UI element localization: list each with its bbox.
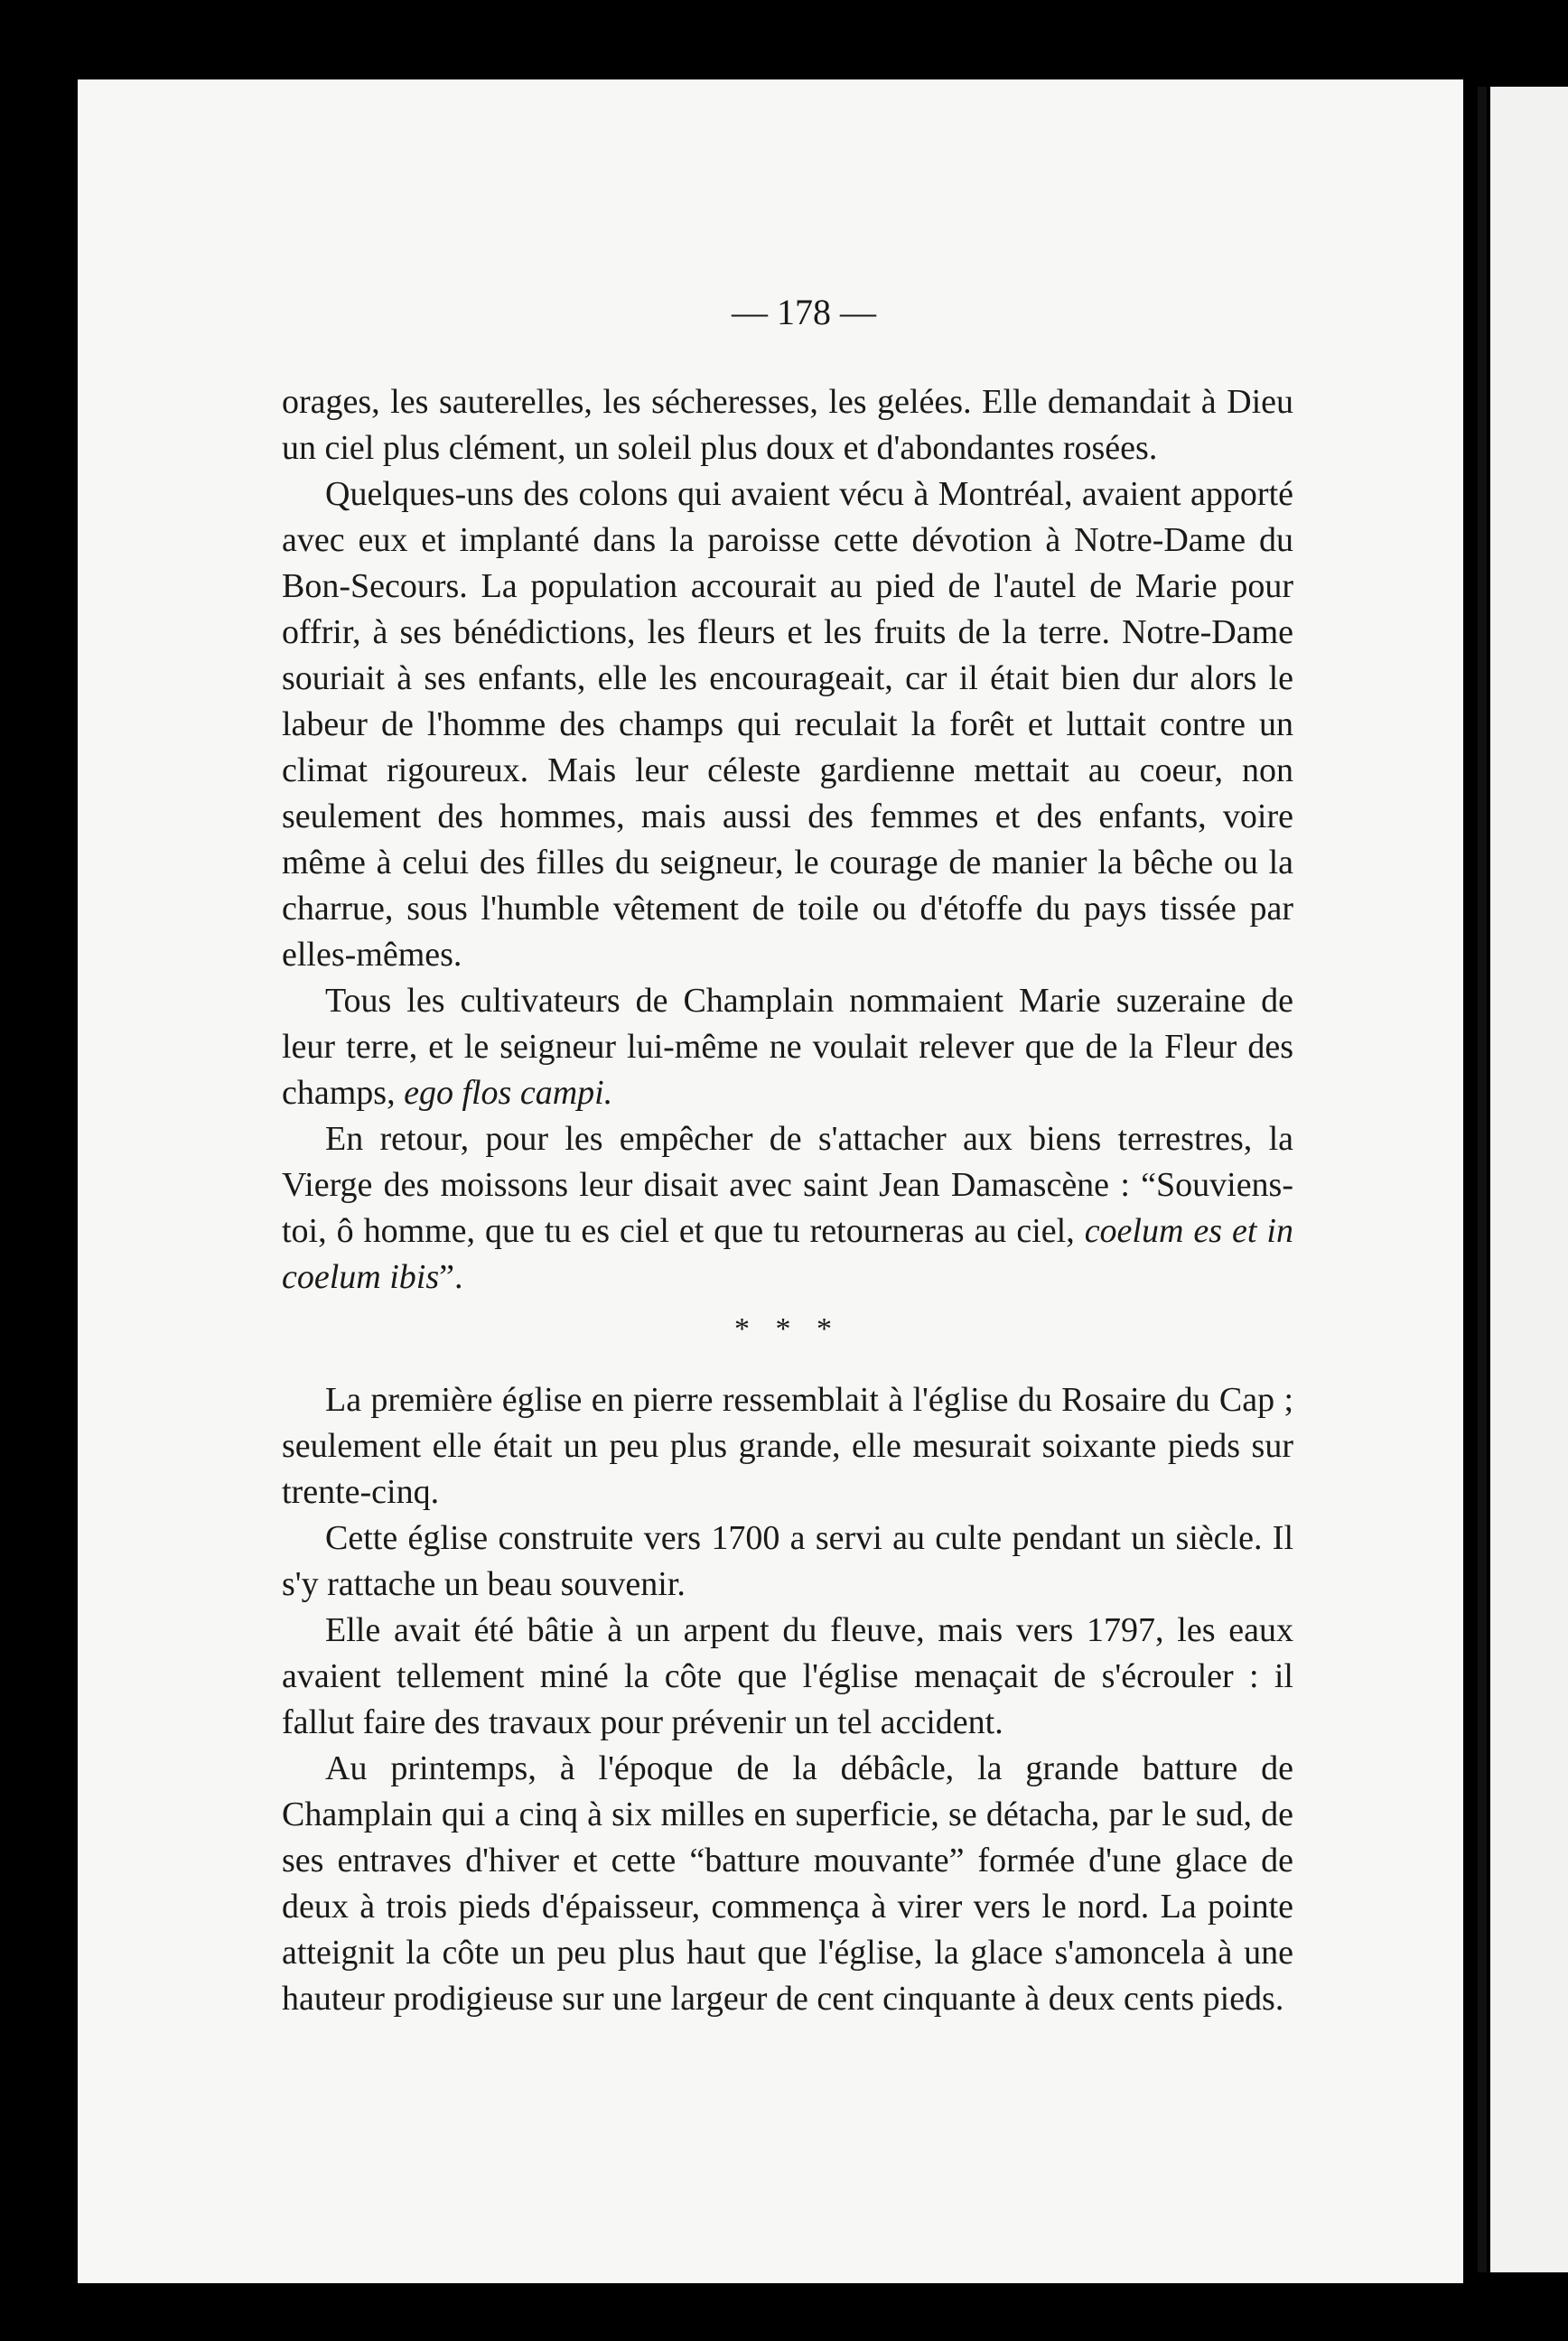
paragraph-7: Elle avait été bâtie à un arpent du fleuve, mais vers 1797, les eaux avaient tellement miné la côte que l'église menaçait de s'écrouler : il fallut faire des travaux pour prévenir un tel accident. [282, 1611, 1293, 1741]
paragraph-3 [282, 978, 1293, 1116]
paragraph-2-text: Quelques-uns des colons qui avaient vécu à Montréal, avaient apporté avec eux et implanté dans la paroisse cette dévotion à Notre-Dame du Bon-Secours. La population accourait au pied de l'autel de Marie pour offrir, à ses bénédictions, les fleurs et les fruits de la terre. Notre-Dame souriait à ses enfants, elle les encourageait, car il était bien dur alors le labeur de l'homme des champs qui reculait la forêt et luttait contre un climat rigoureux. Mais leur céleste gardienne mettait au coeur, non seulement des hommes, mais aussi des femmes et des enfants, voire même à celui des filles du seigneur, le courage de manier la bêche ou la charrue, sous l'humble vêtement de toile ou d'étoffe du pays tissée par elles-mêmes. [282, 475, 1293, 974]
paragraph-8: Au printemps, à l'époque de la débâcle, la grande batture de Champlain qui a cinq à six milles en superficie, se détacha, par le sud, de ses entraves d'hiver et cette “batture mouvante” formée d'une glace de deux à trois pieds d'épaisseur, commença à virer vers le nord. La pointe atteignit la côte un peu plus haut que l'église, la glace s'amoncela à une hauteur prodigieuse sur une largeur de cent cinquante à deux cents pieds. [282, 1749, 1293, 2018]
paragraph-3-latin-quote: ego flos campi. [404, 1074, 613, 1112]
paragraph-4-latin-quote: coelum es et in coelum ibis [282, 1212, 1293, 1296]
paragraph-3-text: Tous les cultivateurs de Champlain nommaient Marie suzeraine de leur terre, et le seigneur lui-même ne voulait relever que de la Fleur des champs, [282, 982, 1293, 1112]
paragraph-4-closing: ”. [439, 1258, 463, 1296]
body-text [282, 379, 1293, 2022]
page-number: — 178 — [732, 292, 876, 332]
adjacent-page-edge [1490, 87, 1568, 2272]
paragraph-6: Cette église construite vers 1700 a servi au culte pendant un siècle. Il s'y rattache un beau souvenir. [282, 1519, 1293, 1603]
section-separator: * * * [734, 1312, 841, 1346]
paragraph-4-text: En retour, pour les empêcher de s'attacher aux biens terrestres, la Vierge des moissons leur disait avec saint Jean Damascène : “Souviens-toi, ô homme, que tu es ciel et que tu retourneras au ciel, [282, 1120, 1293, 1250]
paragraph-4 [282, 1116, 1293, 1301]
paragraph-5: La première église en pierre ressemblait à l'église du Rosaire du Cap ; seulement elle était un peu plus grande, elle mesurait soixante pieds sur trente-cinq. [282, 1381, 1293, 1511]
page-gutter [1478, 87, 1487, 2272]
paragraph-2 [282, 471, 1293, 978]
paragraph-1-text: orages, les sauterelles, les sécheresses, les gelées. Elle demandait à Dieu un ciel plus clément, un soleil plus doux et d'abondantes rosées. [282, 383, 1293, 467]
paragraph-1 [282, 379, 1293, 471]
